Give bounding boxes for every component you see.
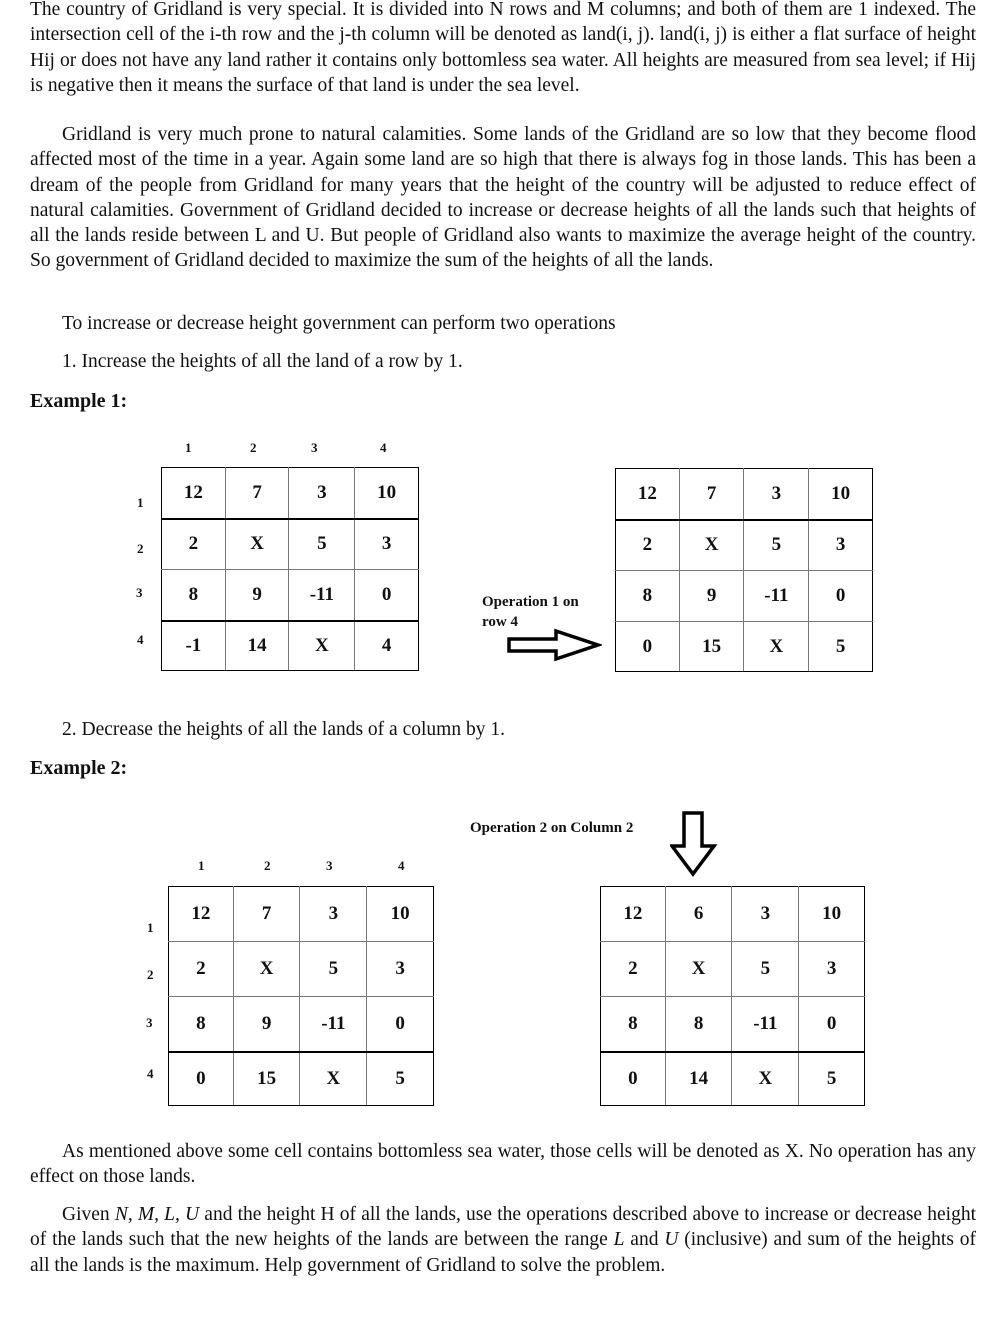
operations-intro: To increase or decrease height government can perform two operations (62, 313, 616, 334)
down-arrow-icon (670, 810, 718, 878)
grid-cell: X (233, 942, 300, 997)
task-paragraph (30, 1202, 976, 1278)
grid-cell: 5 (809, 622, 873, 672)
grid-cell: X (744, 622, 809, 672)
grid-cell: 14 (665, 1052, 732, 1106)
row-label: 4 (147, 1066, 154, 1081)
grid-row (162, 519, 419, 570)
grid-cell: 5 (367, 1052, 434, 1106)
grid-cell: 3 (799, 942, 865, 997)
task-text-d: (inclusive) and sum of the heights of all the lands is the maximum. Help government of Gridland to solve the problem. (30, 1229, 976, 1276)
ex2-after-grid (600, 886, 865, 1106)
sea-water-paragraph: As mentioned above some cell contains bottomless sea water, those cells will be denoted as X. No operation has any effect on those lands. (30, 1141, 976, 1188)
grid-cell: 9 (679, 571, 744, 622)
grid-cell: 0 (799, 997, 865, 1052)
grid-row (601, 997, 865, 1052)
grid-cell: 12 (162, 468, 226, 519)
grid-row (616, 571, 873, 622)
grid-row (169, 942, 434, 997)
task-var-l: L (613, 1229, 625, 1251)
grid-cell: 12 (601, 887, 666, 942)
grid-cell: 9 (233, 997, 300, 1052)
intro-paragraph: The country of Gridland is very special. It is divided into N rows and M columns; and both of them are 1 indexed. The intersection cell of the i-th row and the j-th column will be denoted as land(i, j). land(i, j) is either a flat surface of height Hij or does not have any land rather it contains only bottomless sea water. All heights are measured from sea level; if Hij is negative then it means the surface of that land is under the sea level. (30, 0, 976, 96)
operation-1-label-line2: row 4 (482, 614, 518, 630)
grid-cell: 5 (300, 942, 367, 997)
col-label: 3 (311, 440, 318, 455)
grid-row (601, 942, 865, 997)
grid-cell: 5 (732, 942, 799, 997)
col-label: 3 (326, 858, 333, 873)
row-label: 1 (147, 920, 154, 935)
row-label: 1 (137, 495, 144, 510)
task-text-a: Given (62, 1204, 115, 1225)
grid-cell: 2 (162, 519, 226, 570)
operation-1-label-line1: Operation 1 on (482, 594, 579, 610)
grid-cell: 4 (355, 621, 419, 671)
col-label: 2 (264, 858, 271, 873)
grid-cell: 2 (169, 942, 234, 997)
grid-cell: -11 (744, 571, 809, 622)
grid-row (601, 887, 865, 942)
grid-cell: 3 (367, 942, 434, 997)
grid-row (616, 469, 873, 520)
row-label: 2 (137, 541, 144, 556)
grid-cell: 10 (367, 887, 434, 942)
ex2-before-grid (168, 886, 434, 1106)
task-text-c: and (624, 1229, 665, 1251)
task-vars: N, M, L, U (114, 1204, 200, 1225)
grid-row (162, 621, 419, 671)
grid-cell: 3 (300, 887, 367, 942)
operation-2-label: Operation 2 on Column 2 (470, 820, 634, 836)
grid-row (162, 570, 419, 621)
col-label: 4 (380, 440, 387, 455)
example-1-heading: Example 1: (30, 390, 128, 412)
grid-cell: 6 (665, 887, 732, 942)
grid-cell: -11 (300, 997, 367, 1052)
row-label: 2 (147, 967, 154, 982)
operation-1-label (482, 592, 579, 632)
grid-cell: -1 (162, 621, 226, 671)
grid-cell: 14 (225, 621, 289, 671)
col-label: 2 (250, 440, 257, 455)
grid-row (169, 997, 434, 1052)
grid-cell: 7 (233, 887, 300, 942)
grid-cell: 10 (809, 469, 873, 520)
col-label: 4 (398, 858, 405, 873)
grid-cell: 3 (732, 887, 799, 942)
grid-cell: 0 (809, 571, 873, 622)
grid-cell: -11 (289, 570, 355, 621)
grid-cell: 8 (616, 571, 680, 622)
grid-cell: 0 (601, 1052, 666, 1106)
grid-cell: 5 (289, 519, 355, 570)
grid-cell: 3 (744, 469, 809, 520)
grid-cell: 3 (289, 468, 355, 519)
grid-cell: 8 (169, 997, 234, 1052)
grid-cell: 0 (616, 622, 680, 672)
grid-row (616, 622, 873, 672)
grid-cell: X (289, 621, 355, 671)
grid-row (601, 1052, 865, 1106)
row-label: 3 (146, 1015, 153, 1030)
grid-cell: 0 (355, 570, 419, 621)
grid-cell: 0 (169, 1052, 234, 1106)
grid-row (169, 887, 434, 942)
grid-cell: 0 (367, 997, 434, 1052)
grid-cell: 10 (799, 887, 865, 942)
ex1-after-grid (615, 468, 873, 672)
grid-cell: 5 (799, 1052, 865, 1106)
grid-cell: X (225, 519, 289, 570)
grid-cell: X (665, 942, 732, 997)
row-label: 3 (136, 585, 143, 600)
grid-cell: 5 (744, 520, 809, 571)
row-label: 4 (137, 632, 144, 647)
grid-cell: X (732, 1052, 799, 1106)
grid-cell: 15 (679, 622, 744, 672)
right-arrow-icon (506, 628, 602, 662)
operation-2-description: 2. Decrease the heights of all the lands of a column by 1. (62, 719, 505, 740)
grid-cell: 15 (233, 1052, 300, 1106)
grid-cell: -11 (732, 997, 799, 1052)
grid-cell: 3 (809, 520, 873, 571)
ex1-before-grid (161, 467, 419, 671)
example-2-heading: Example 2: (30, 757, 128, 779)
grid-cell: 10 (355, 468, 419, 519)
grid-cell: 2 (601, 942, 666, 997)
grid-cell: X (679, 520, 744, 571)
col-label: 1 (185, 440, 192, 455)
grid-cell: 8 (601, 997, 666, 1052)
operation-1-description: 1. Increase the heights of all the land of a row by 1. (62, 351, 463, 372)
grid-cell: 8 (162, 570, 226, 621)
grid-cell: 8 (665, 997, 732, 1052)
grid-cell: X (300, 1052, 367, 1106)
grid-cell: 9 (225, 570, 289, 621)
grid-cell: 12 (169, 887, 234, 942)
task-var-u: U (664, 1229, 679, 1251)
task-text-b: and the height H of all the lands, use the operations described above to increase or decrease height of the lands such that the new heights of the lands are between the range (30, 1204, 977, 1251)
grid-cell: 7 (225, 468, 289, 519)
grid-cell: 3 (355, 519, 419, 570)
grid-cell: 2 (616, 520, 680, 571)
grid-cell: 12 (616, 469, 680, 520)
grid-row (169, 1052, 434, 1106)
grid-row (616, 520, 873, 571)
grid-row (162, 468, 419, 519)
grid-cell: 7 (679, 469, 744, 520)
calamities-paragraph: Gridland is very much prone to natural calamities. Some lands of the Gridland are so low that they become flood affected most of the time in a year. Again some land are so high that there is always fog in those lands. This has been a dream of the people from Gridland for many years that the height of the country will be adjusted to reduce effect of natural calamities. Government of Gridland decided to increase or decrease heights of all the lands such that heights of all the lands reside between L and U. But people of Gridland also wants to maximize the average height of the country. So government of Gridland decided to maximize the sum of the heights of all the lands. (30, 124, 976, 272)
col-label: 1 (198, 858, 205, 873)
